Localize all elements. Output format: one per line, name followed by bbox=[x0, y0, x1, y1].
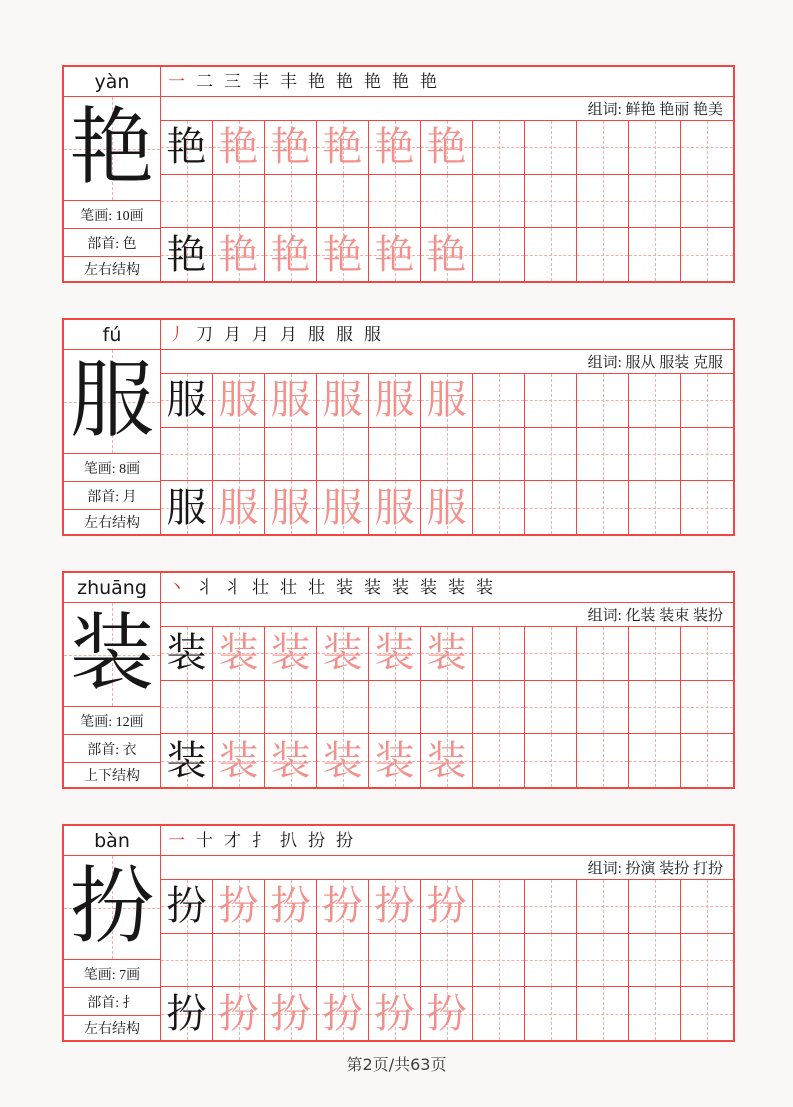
practice-cell bbox=[525, 627, 577, 680]
practice-cell bbox=[681, 428, 733, 481]
practice-cell bbox=[369, 481, 421, 534]
big-character: 艳 bbox=[69, 101, 154, 195]
stroke-order-step: 装 bbox=[392, 578, 409, 597]
practice-cell bbox=[577, 228, 629, 281]
stroke-order-step: 丬 bbox=[224, 578, 241, 597]
practice-character-traced: 艳 bbox=[270, 124, 311, 170]
practice-grid-row bbox=[161, 227, 733, 281]
practice-cell bbox=[525, 175, 577, 228]
practice-cell bbox=[317, 481, 369, 534]
practice-cell bbox=[525, 481, 577, 534]
practice-cell bbox=[161, 481, 213, 534]
practice-cell bbox=[213, 934, 265, 987]
stroke-order-step: 十 bbox=[196, 831, 213, 850]
practice-grid-row bbox=[161, 986, 733, 1040]
practice-character-traced: 艳 bbox=[374, 124, 415, 170]
practice-cell bbox=[629, 228, 681, 281]
practice-cell bbox=[369, 880, 421, 933]
practice-cell bbox=[525, 880, 577, 933]
practice-cell bbox=[265, 121, 317, 174]
practice-cell bbox=[629, 987, 681, 1040]
practice-character-traced: 艳 bbox=[218, 124, 259, 170]
practice-cell bbox=[161, 627, 213, 680]
character-info-column bbox=[64, 67, 161, 281]
strokes-label: 笔画: 10画 bbox=[64, 200, 160, 228]
words-label: 组词: 扮演 装扮 打扮 bbox=[161, 856, 733, 880]
stroke-order-step: 艳 bbox=[336, 72, 353, 91]
stroke-order-step: 装 bbox=[336, 578, 353, 597]
stroke-order-step: 扒 bbox=[280, 831, 297, 850]
practice-cell bbox=[265, 681, 317, 734]
practice-character-traced: 扮 bbox=[270, 883, 311, 929]
practice-character-traced: 扮 bbox=[374, 990, 415, 1036]
practice-character-traced: 扮 bbox=[218, 990, 259, 1036]
practice-cell bbox=[577, 627, 629, 680]
practice-cell bbox=[577, 987, 629, 1040]
practice-cell bbox=[629, 428, 681, 481]
practice-cell bbox=[473, 934, 525, 987]
practice-cell bbox=[317, 987, 369, 1040]
practice-cell bbox=[629, 121, 681, 174]
stroke-order-step: 一 bbox=[168, 831, 185, 850]
big-character-box bbox=[64, 603, 160, 706]
practice-cell bbox=[317, 681, 369, 734]
big-character-box bbox=[64, 350, 160, 453]
practice-grid-row bbox=[161, 174, 733, 228]
practice-cell bbox=[525, 374, 577, 427]
practice-grid-row bbox=[161, 880, 733, 933]
practice-grid-row bbox=[161, 933, 733, 987]
practice-cell bbox=[369, 934, 421, 987]
practice-cell bbox=[577, 934, 629, 987]
practice-character-traced: 服 bbox=[426, 484, 467, 530]
practice-cell bbox=[265, 627, 317, 680]
practice-cell bbox=[317, 228, 369, 281]
practice-cell bbox=[577, 175, 629, 228]
practice-cell bbox=[161, 228, 213, 281]
practice-cell bbox=[317, 121, 369, 174]
practice-cell bbox=[161, 374, 213, 427]
practice-cell bbox=[265, 175, 317, 228]
practice-cell bbox=[369, 627, 421, 680]
character-block-fu bbox=[62, 318, 735, 536]
stroke-order-row bbox=[161, 573, 733, 603]
practice-cell bbox=[525, 228, 577, 281]
stroke-order-step: 艳 bbox=[420, 72, 437, 91]
practice-cell bbox=[213, 175, 265, 228]
practice-cell bbox=[317, 175, 369, 228]
character-info-column bbox=[64, 320, 161, 534]
practice-character-black: 扮 bbox=[166, 990, 207, 1036]
practice-cell bbox=[369, 175, 421, 228]
practice-character-traced: 艳 bbox=[426, 124, 467, 170]
practice-character-traced: 装 bbox=[374, 630, 415, 676]
practice-cell bbox=[629, 627, 681, 680]
practice-character-traced: 扮 bbox=[270, 990, 311, 1036]
strokes-label: 笔画: 7画 bbox=[64, 959, 160, 987]
practice-cell bbox=[525, 121, 577, 174]
practice-character-traced: 扮 bbox=[426, 990, 467, 1036]
practice-character-traced: 艳 bbox=[322, 124, 363, 170]
practice-cell bbox=[681, 228, 733, 281]
radical-label: 部首: 色 bbox=[64, 228, 160, 256]
practice-cell bbox=[421, 228, 473, 281]
practice-cell bbox=[421, 374, 473, 427]
pinyin-label: zhuāng bbox=[64, 573, 160, 603]
practice-cell bbox=[473, 428, 525, 481]
practice-cell bbox=[473, 481, 525, 534]
practice-cell bbox=[369, 121, 421, 174]
practice-cell bbox=[629, 880, 681, 933]
practice-character-black: 艳 bbox=[166, 231, 207, 277]
practice-cell bbox=[369, 428, 421, 481]
practice-cell bbox=[161, 175, 213, 228]
practice-cell bbox=[213, 428, 265, 481]
practice-cell bbox=[317, 428, 369, 481]
stroke-order-step: 壮 bbox=[280, 578, 297, 597]
practice-cell bbox=[473, 681, 525, 734]
practice-character-traced: 服 bbox=[270, 377, 311, 423]
practice-grid-row bbox=[161, 374, 733, 427]
practice-character-traced: 艳 bbox=[218, 231, 259, 277]
practice-cell bbox=[421, 627, 473, 680]
practice-grid-row bbox=[161, 427, 733, 481]
practice-cell bbox=[265, 428, 317, 481]
practice-grid-row bbox=[161, 627, 733, 680]
practice-cell bbox=[577, 481, 629, 534]
stroke-order-step: 扮 bbox=[308, 831, 325, 850]
structure-label: 左右结构 bbox=[64, 509, 160, 534]
practice-character-traced: 装 bbox=[322, 630, 363, 676]
practice-cell bbox=[473, 734, 525, 787]
stroke-order-step: 扌 bbox=[252, 831, 269, 850]
practice-character-black: 扮 bbox=[166, 883, 207, 929]
practice-cell bbox=[213, 627, 265, 680]
pinyin-label: fú bbox=[64, 320, 160, 350]
practice-character-traced: 装 bbox=[374, 737, 415, 783]
stroke-order-row bbox=[161, 826, 733, 856]
practice-cell bbox=[681, 987, 733, 1040]
practice-column bbox=[161, 573, 733, 787]
character-block-ban bbox=[62, 824, 735, 1042]
practice-cell bbox=[317, 374, 369, 427]
practice-cell bbox=[681, 681, 733, 734]
practice-cell bbox=[525, 987, 577, 1040]
practice-character-traced: 服 bbox=[322, 377, 363, 423]
practice-character-black: 服 bbox=[166, 377, 207, 423]
practice-cell bbox=[369, 987, 421, 1040]
practice-character-traced: 扮 bbox=[218, 883, 259, 929]
practice-cell bbox=[681, 627, 733, 680]
stroke-order-step: 才 bbox=[224, 831, 241, 850]
practice-cell bbox=[681, 734, 733, 787]
stroke-order-step: 二 bbox=[196, 72, 213, 91]
practice-character-traced: 扮 bbox=[374, 883, 415, 929]
pinyin-label: yàn bbox=[64, 67, 160, 97]
radical-label: 部首: 扌 bbox=[64, 987, 160, 1015]
practice-cell bbox=[161, 428, 213, 481]
structure-label: 左右结构 bbox=[64, 1015, 160, 1040]
practice-cell bbox=[317, 734, 369, 787]
big-character: 服 bbox=[69, 354, 154, 448]
practice-character-black: 装 bbox=[166, 737, 207, 783]
practice-character-traced: 服 bbox=[374, 377, 415, 423]
practice-cell bbox=[681, 374, 733, 427]
practice-character-black: 服 bbox=[166, 484, 207, 530]
practice-character-traced: 服 bbox=[270, 484, 311, 530]
practice-character-traced: 扮 bbox=[322, 883, 363, 929]
practice-cell bbox=[473, 987, 525, 1040]
practice-cell bbox=[421, 987, 473, 1040]
practice-cell bbox=[213, 374, 265, 427]
stroke-order-row bbox=[161, 67, 733, 97]
practice-cell bbox=[473, 374, 525, 427]
practice-cell bbox=[421, 681, 473, 734]
practice-cell bbox=[629, 175, 681, 228]
practice-character-traced: 装 bbox=[218, 737, 259, 783]
stroke-order-step: 扮 bbox=[336, 831, 353, 850]
practice-character-black: 艳 bbox=[166, 124, 207, 170]
practice-cell bbox=[629, 681, 681, 734]
practice-cell bbox=[161, 121, 213, 174]
character-block-yan bbox=[62, 65, 735, 283]
practice-cell bbox=[681, 934, 733, 987]
practice-cell bbox=[213, 987, 265, 1040]
practice-cell bbox=[161, 734, 213, 787]
practice-cell bbox=[213, 880, 265, 933]
practice-cell bbox=[473, 627, 525, 680]
practice-cell bbox=[161, 987, 213, 1040]
practice-cell bbox=[265, 374, 317, 427]
practice-cell bbox=[473, 121, 525, 174]
stroke-order-step: 艳 bbox=[392, 72, 409, 91]
words-label: 组词: 鲜艳 艳丽 艳美 bbox=[161, 97, 733, 121]
practice-cell bbox=[473, 880, 525, 933]
page-number: 第2页/共63页 bbox=[346, 1055, 447, 1074]
character-info-column bbox=[64, 573, 161, 787]
practice-column bbox=[161, 320, 733, 534]
character-block-zhuang bbox=[62, 571, 735, 789]
practice-cell bbox=[161, 880, 213, 933]
character-info-column bbox=[64, 826, 161, 1040]
practice-character-traced: 服 bbox=[218, 377, 259, 423]
practice-cell bbox=[577, 428, 629, 481]
stroke-order-step: 装 bbox=[476, 578, 493, 597]
practice-character-traced: 艳 bbox=[426, 231, 467, 277]
stroke-order-step: 三 bbox=[224, 72, 241, 91]
practice-cell bbox=[213, 681, 265, 734]
stroke-order-step: 丰 bbox=[252, 72, 269, 91]
practice-cell bbox=[681, 121, 733, 174]
big-character: 装 bbox=[69, 607, 154, 701]
stroke-order-step: 一 bbox=[168, 72, 185, 91]
practice-cell bbox=[577, 121, 629, 174]
stroke-order-step: 月 bbox=[224, 325, 241, 344]
practice-grid-row bbox=[161, 121, 733, 174]
practice-cell bbox=[213, 121, 265, 174]
practice-character-traced: 艳 bbox=[322, 231, 363, 277]
structure-label: 上下结构 bbox=[64, 762, 160, 787]
practice-cell bbox=[317, 880, 369, 933]
big-character-box bbox=[64, 856, 160, 959]
practice-cell bbox=[265, 228, 317, 281]
worksheet bbox=[62, 65, 735, 1077]
practice-character-traced: 装 bbox=[270, 737, 311, 783]
stroke-order-step: 壮 bbox=[308, 578, 325, 597]
practice-cell bbox=[265, 734, 317, 787]
stroke-order-step: 丬 bbox=[196, 578, 213, 597]
stroke-order-row bbox=[161, 320, 733, 350]
practice-grid-row bbox=[161, 680, 733, 734]
radical-label: 部首: 衣 bbox=[64, 734, 160, 762]
practice-character-traced: 扮 bbox=[322, 990, 363, 1036]
practice-grid bbox=[161, 121, 733, 281]
practice-cell bbox=[421, 880, 473, 933]
practice-column bbox=[161, 826, 733, 1040]
practice-cell bbox=[265, 934, 317, 987]
words-label: 组词: 化装 装束 装扮 bbox=[161, 603, 733, 627]
practice-cell bbox=[629, 934, 681, 987]
stroke-order-step: 装 bbox=[364, 578, 381, 597]
practice-cell bbox=[629, 374, 681, 427]
practice-cell bbox=[317, 627, 369, 680]
practice-character-traced: 装 bbox=[270, 630, 311, 676]
practice-character-traced: 服 bbox=[322, 484, 363, 530]
practice-cell bbox=[265, 987, 317, 1040]
practice-character-black: 装 bbox=[166, 630, 207, 676]
practice-cell bbox=[473, 175, 525, 228]
practice-character-traced: 艳 bbox=[270, 231, 311, 277]
stroke-order-step: 丶 bbox=[168, 578, 185, 597]
practice-cell bbox=[577, 681, 629, 734]
practice-column bbox=[161, 67, 733, 281]
stroke-order-step: 装 bbox=[420, 578, 437, 597]
practice-grid bbox=[161, 880, 733, 1040]
radical-label: 部首: 月 bbox=[64, 481, 160, 509]
practice-character-traced: 扮 bbox=[426, 883, 467, 929]
practice-cell bbox=[421, 934, 473, 987]
practice-grid-row bbox=[161, 733, 733, 787]
practice-cell bbox=[421, 481, 473, 534]
practice-character-traced: 服 bbox=[374, 484, 415, 530]
practice-grid-row bbox=[161, 480, 733, 534]
practice-cell bbox=[369, 681, 421, 734]
stroke-order-step: 服 bbox=[308, 325, 325, 344]
pinyin-label: bàn bbox=[64, 826, 160, 856]
practice-cell bbox=[317, 934, 369, 987]
practice-cell bbox=[161, 681, 213, 734]
practice-character-traced: 服 bbox=[426, 377, 467, 423]
practice-cell bbox=[577, 734, 629, 787]
practice-cell bbox=[681, 880, 733, 933]
words-label: 组词: 服从 服装 克服 bbox=[161, 350, 733, 374]
practice-cell bbox=[369, 228, 421, 281]
practice-cell bbox=[421, 428, 473, 481]
stroke-order-step: 月 bbox=[280, 325, 297, 344]
big-character-box bbox=[64, 97, 160, 200]
big-character: 扮 bbox=[69, 860, 154, 954]
practice-cell bbox=[265, 481, 317, 534]
practice-character-traced: 服 bbox=[218, 484, 259, 530]
stroke-order-step: 服 bbox=[336, 325, 353, 344]
practice-cell bbox=[369, 374, 421, 427]
practice-cell bbox=[369, 734, 421, 787]
stroke-order-step: 壮 bbox=[252, 578, 269, 597]
stroke-order-step: 丰 bbox=[280, 72, 297, 91]
practice-cell bbox=[421, 175, 473, 228]
practice-cell bbox=[577, 374, 629, 427]
practice-cell bbox=[421, 121, 473, 174]
practice-cell bbox=[161, 934, 213, 987]
strokes-label: 笔画: 12画 bbox=[64, 706, 160, 734]
practice-character-traced: 装 bbox=[426, 630, 467, 676]
practice-cell bbox=[213, 481, 265, 534]
practice-cell bbox=[421, 734, 473, 787]
practice-character-traced: 艳 bbox=[374, 231, 415, 277]
stroke-order-step: 丿 bbox=[168, 325, 185, 344]
stroke-order-step: 刀 bbox=[196, 325, 213, 344]
practice-character-traced: 装 bbox=[426, 737, 467, 783]
stroke-order-step: 艳 bbox=[308, 72, 325, 91]
practice-grid bbox=[161, 627, 733, 787]
practice-cell bbox=[525, 734, 577, 787]
practice-cell bbox=[473, 228, 525, 281]
practice-grid bbox=[161, 374, 733, 534]
stroke-order-step: 装 bbox=[448, 578, 465, 597]
practice-cell bbox=[525, 934, 577, 987]
practice-cell bbox=[213, 228, 265, 281]
practice-cell bbox=[629, 481, 681, 534]
stroke-order-step: 服 bbox=[364, 325, 381, 344]
practice-character-traced: 装 bbox=[218, 630, 259, 676]
structure-label: 左右结构 bbox=[64, 256, 160, 281]
practice-character-traced: 装 bbox=[322, 737, 363, 783]
practice-cell bbox=[525, 428, 577, 481]
practice-cell bbox=[213, 734, 265, 787]
stroke-order-step: 月 bbox=[252, 325, 269, 344]
practice-cell bbox=[681, 481, 733, 534]
stroke-order-step: 艳 bbox=[364, 72, 381, 91]
practice-cell bbox=[629, 734, 681, 787]
strokes-label: 笔画: 8画 bbox=[64, 453, 160, 481]
practice-cell bbox=[681, 175, 733, 228]
practice-cell bbox=[265, 880, 317, 933]
practice-cell bbox=[525, 681, 577, 734]
practice-cell bbox=[577, 880, 629, 933]
